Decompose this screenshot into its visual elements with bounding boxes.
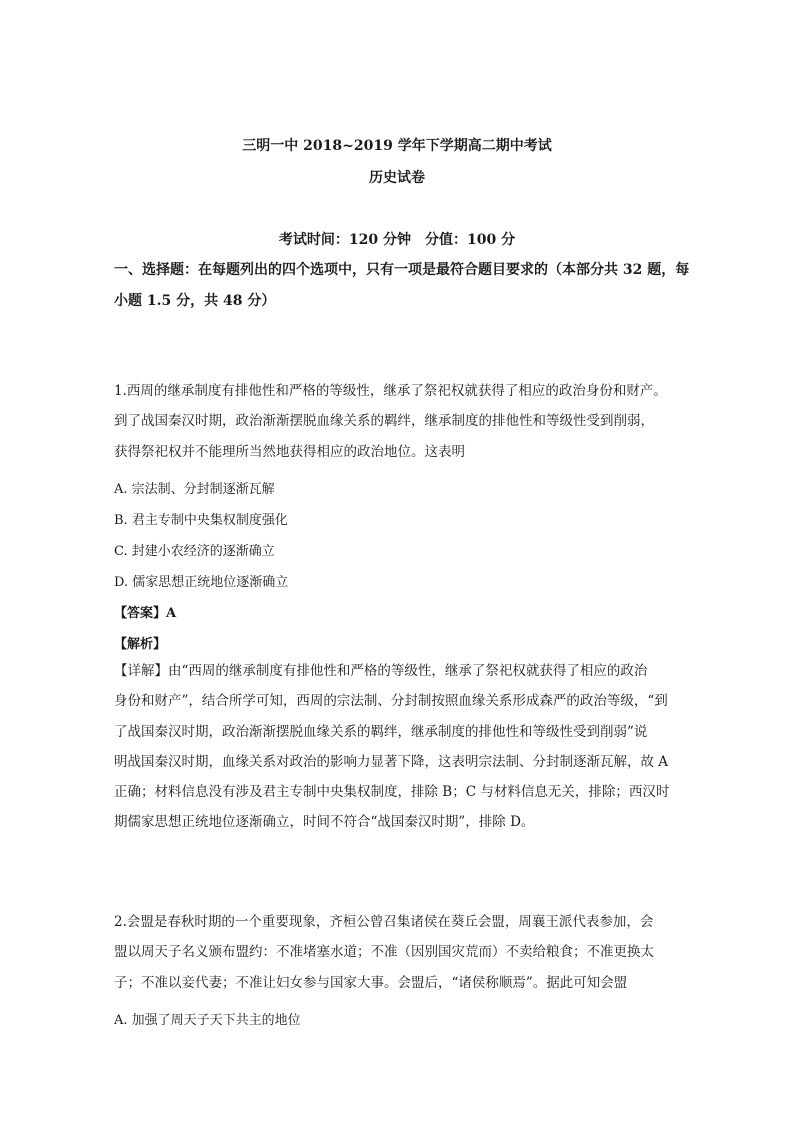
question-2-option-a: A. 加强了周天子天下共主的地位 — [114, 1013, 301, 1028]
question-1-stem — [114, 376, 694, 467]
detail-line: 期儒家思想正统地位逐渐确立，时间不符合“战国秦汉时期”，排除 D。 — [114, 814, 535, 831]
detail-line: 了战国秦汉时期，政治渐渐摆脱血缘关系的羁绊，继承制度的排他性和等级性受到削弱”说 — [114, 723, 648, 740]
question-1-option-d: D. 儒家思想正统地位逐渐确立 — [114, 575, 289, 590]
question-2-stem — [114, 907, 694, 998]
question-1-option-c: C. 封建小农经济的逐渐确立 — [114, 544, 275, 559]
question-stem-line: 2.会盟是春秋时期的一个重要现象，齐桓公曾召集诸侯在葵丘会盟，周襄王派代表参加，会 — [114, 914, 654, 930]
detail-line: 明战国秦汉时期，血缘关系对政治的影响力显著下降，这表明宗法制、分封制逐渐瓦解，故 A — [114, 753, 669, 770]
exam-time-and-score: 考试时间：120 分钟 分值：100 分 — [278, 232, 516, 248]
analysis-label: 【解析】 — [114, 637, 167, 652]
section-heading-line: 一、选择题：在每题列出的四个选项中，只有一项是最符合题目要求的（本部分共 32 题，每 — [114, 262, 690, 278]
detail-line: 【详解】由“西周的继承制度有排他性和严格的等级性，继承了祭祀权就获得了相应的政治 — [114, 663, 648, 679]
question-1-option-b: B. 君主专制中央集权制度强化 — [114, 513, 288, 528]
detail-line: 正确；材料信息没有涉及君主专制中央集权制度，排除 B；C 与材料信息无关，排除；西汉时 — [114, 784, 670, 801]
question-stem-line: 获得祭祀权并不能理所当然地获得相应的政治地位。这表明 — [114, 443, 465, 460]
exam-title: 三明一中 2018~2019 学年下学期高二期中考试 — [242, 138, 552, 154]
question-1-detail — [114, 656, 694, 838]
question-stem-line: 到了战国秦汉时期，政治渐渐摆脱血缘关系的羁绊，继承制度的排他性和等级性受到削弱， — [114, 413, 654, 430]
question-stem-line: 子；不准以妾代妻；不准让妇女参与国家大事。会盟后，“诸侯称顺焉”。据此可知会盟 — [114, 974, 628, 991]
section-heading-choice — [114, 255, 689, 317]
exam-subtitle: 历史试卷 — [369, 170, 425, 186]
detail-line: 身份和财产”，结合所学可知，西周的宗法制、分封制按照血缘关系形成森严的政治等级，“到 — [114, 693, 668, 710]
section-heading-line: 小题 1.5 分，共 48 分） — [114, 293, 276, 309]
question-1-option-a: A. 宗法制、分封制逐渐瓦解 — [114, 482, 275, 497]
question-stem-line: 盟以周天子名义颁布盟约：不准堵塞水道；不准（因别国灾荒而）不卖给粮食；不准更换太 — [114, 944, 654, 961]
answer-label: 【答案】A — [114, 606, 177, 621]
question-stem-line: 1.西周的继承制度有排他性和严格的等级性，继承了祭祀权就获得了相应的政治身份和财产。 — [114, 383, 667, 399]
